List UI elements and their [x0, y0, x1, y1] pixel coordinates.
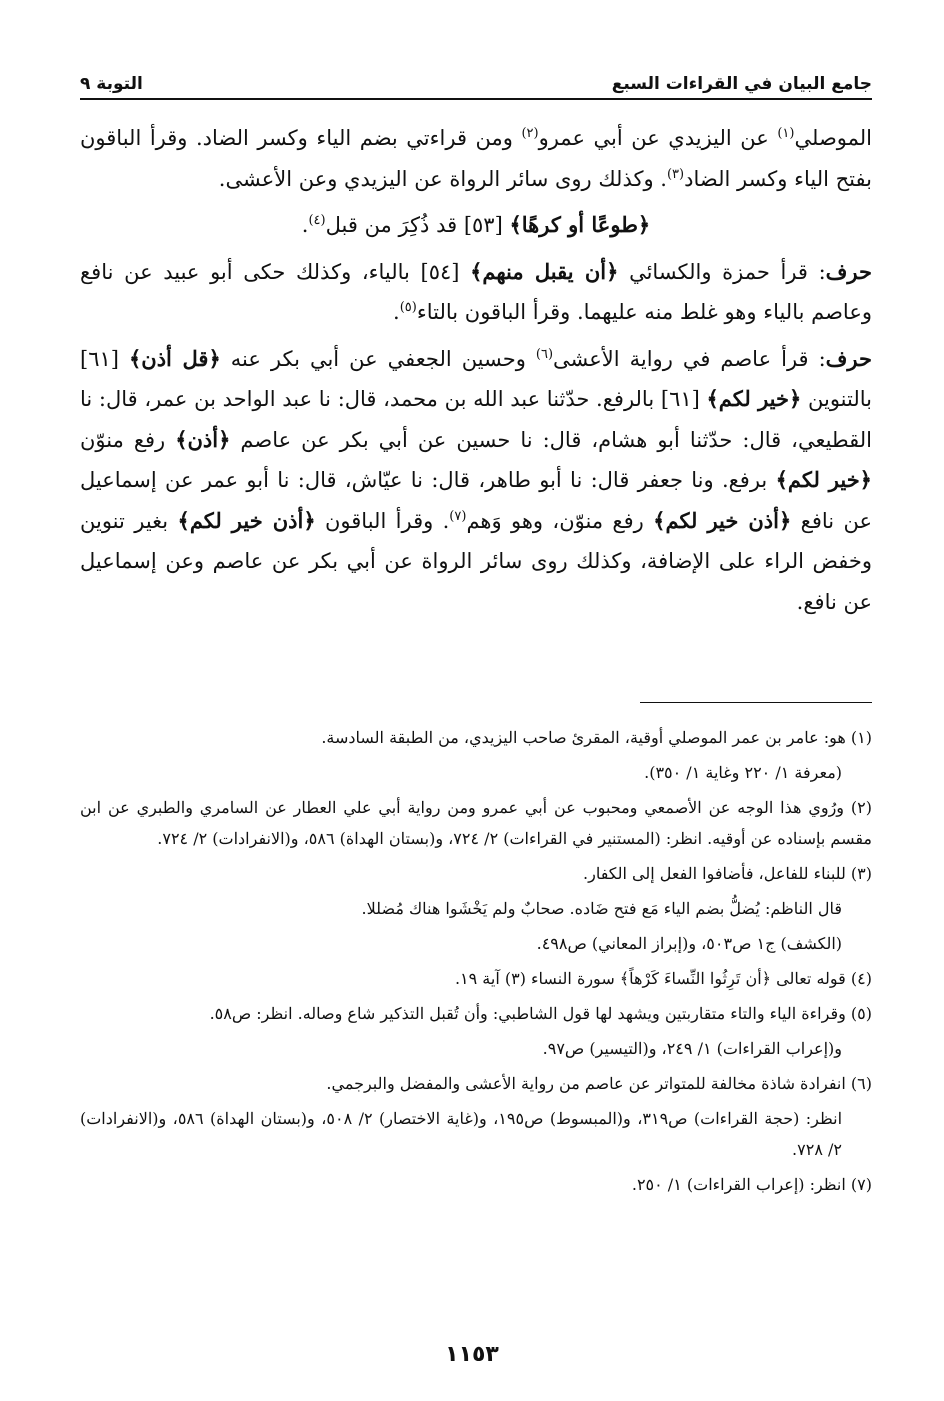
- text-run: ومن قراءتي بضم الياء وكسر الضاد. وقرأ الباقون بفتح الياء وكسر الضاد: [80, 126, 872, 191]
- footnote-text: للبناء للفاعل، فأضافوا الفعل إلى الكفار.: [583, 864, 846, 883]
- footnote: [80, 858, 872, 889]
- text-run: الموصلي: [794, 126, 872, 150]
- quran-phrase: حرف: [825, 258, 872, 284]
- text-run: .: [393, 300, 400, 324]
- footnote-continuation: انظر: (حجة القراءات) ص٣١٩، و(المبسوط) ص١٩٥، و(غاية الاختصار) ٢/ ٥٠٨، و(بستان الهداة) ٥٨٦، و(الانفرادات) ٢/ ٧٢٨.: [80, 1109, 843, 1159]
- text-run: وحسين الجعفي عن أبي بكر عنه: [220, 346, 536, 371]
- paragraph: [80, 252, 872, 333]
- paragraph: [80, 339, 872, 623]
- quran-phrase: ﴿خير لكم﴾: [706, 386, 802, 411]
- text-run: : قرأ عاصم في رواية الأعشى: [553, 346, 826, 371]
- footnote: [80, 1169, 872, 1200]
- quran-phrase: ﴿خير لكم﴾: [775, 467, 872, 492]
- footnote-text: وقراءة الياء والتاء متقاربتين ويشهد لها قول الشاطبي: وأن تُقبل التذكير شاع وصاله. انظر: ص٥٨.: [209, 1004, 846, 1023]
- footnote-continuation: (الكشف) ج١ ص٥٠٣، و(إبراز المعاني) ص٤٩٨.: [536, 934, 842, 953]
- quran-phrase: ﴿أذن﴾: [175, 426, 231, 452]
- book-title: جامع البيان في القراءات السبع: [611, 74, 872, 94]
- footnote-ref: (٢): [521, 126, 539, 141]
- text-run: . وقرأ الباقون: [315, 508, 450, 533]
- footnote: [80, 722, 872, 753]
- section-label: التوبة ٩: [80, 74, 143, 94]
- footnote-number: (٥): [845, 1004, 872, 1023]
- quran-phrase: ﴿قل أذن﴾: [128, 345, 221, 371]
- text-run: . وكذلك روى سائر الرواة عن اليزيدي وعن الأعشى.: [218, 166, 667, 191]
- footnote: [80, 1068, 872, 1099]
- paragraph: [80, 118, 872, 199]
- quran-phrase: ﴿أذن خير لكم﴾: [177, 507, 316, 533]
- text-run: : قرأ حمزة والكسائي: [618, 259, 826, 284]
- footnote-number: (٧): [845, 1175, 872, 1194]
- footnote-text: ورُوي هذا الوجه عن الأصمعي ومحبوب عن أبي عمرو ومن رواية أبي علي العطار عن السامري والطبري عن ابن مقسم بإسناده عن أوقيه. انظر: (المستنير في القراءات) ٢/ ٧٢٤، و(بستان الهداة) ٥٨٦، و(الانفرادات) ٢/ ٧٢٤.: [80, 798, 872, 848]
- footnote-continuation: (معرفة ١/ ٢٢٠ وغاية ١/ ٣٥٠).: [644, 763, 842, 782]
- footnote: [80, 998, 872, 1029]
- footnote-divider: [640, 702, 872, 703]
- text-run: برفع. ونا جعفر قال: نا أبو طاهر، قال: نا عيّاش، قال: نا أبو عمر عن إسماعيل عن نافع: [80, 468, 872, 533]
- paragraph: [80, 205, 872, 246]
- footnote-ref: (٧): [449, 508, 467, 524]
- running-header: [80, 66, 872, 100]
- footnote: [80, 963, 872, 994]
- footnote-text: انظر: (إعراب القراءات) ١/ ٢٥٠.: [631, 1175, 846, 1194]
- footnote-ref: (٤): [308, 213, 326, 228]
- text-run: [٦١] بالرفع. حدّثنا عبد الله بن محمد، قال: نا عبد الواحد بن عمر، قال: نا القطيعي، قال: حدّثنا أبو هشام، قال: نا حسين عن أبي بكر عن عاصم: [80, 387, 872, 452]
- footnote-text: قوله تعالى ﴿أن تَرِثُوا النِّساءَ كَرْهاً﴾ سورة النساء (٣) آية ١٩.: [454, 969, 846, 988]
- text-run: [٦١] بالتنوين: [80, 346, 872, 411]
- text-run: رفع منوّن، وهو وَهم: [466, 508, 654, 533]
- footnote-number: (٣): [845, 864, 872, 883]
- text-run: [٥٣] قد ذُكِرَ من قبل: [325, 213, 510, 237]
- footnote-ref: (٣): [666, 166, 685, 182]
- text-run: [٥٤] بالياء، وكذلك حكى أبو عبيد عن نافع وعاصم بالياء وهو غلط منه عليهما. وقرأ الباقون بالتاء: [80, 259, 872, 324]
- main-text: [80, 118, 872, 628]
- footnote-continuation: قال الناظم: يُضلُّ بضم الياء مَع فتح ضَاده. صحابٌ ولم يَخْشَوا هناك مُضللا.: [361, 899, 842, 918]
- footnote-number: (٦): [845, 1074, 872, 1093]
- quran-phrase: حرف: [825, 345, 872, 371]
- footnote-ref: (٥): [399, 300, 417, 315]
- footnotes: [80, 722, 872, 1204]
- text-run: بغير تنوين وخفض الراء على الإضافة، وكذلك روى سائر الرواة عن أبي بكر عن عاصم وعن إسماعيل عن نافع.: [80, 508, 872, 614]
- footnote-continuation: و(إعراب القراءات) ١/ ٢٤٩، و(التيسير) ص٩٧.: [542, 1039, 842, 1058]
- footnote-ref: (٦): [535, 346, 554, 362]
- quran-phrase: ﴿طوعًا أو كرهًا﴾: [509, 212, 651, 237]
- text-run: .: [301, 213, 309, 237]
- footnote-number: (٢): [844, 798, 872, 817]
- footnote-number: (٤): [845, 969, 872, 988]
- page-number: ١١٥٣: [445, 1342, 499, 1367]
- quran-phrase: ﴿أن يقبل منهم﴾: [470, 258, 619, 284]
- footnote-ref: (١): [777, 126, 795, 141]
- text-run: عن اليزيدي عن أبي عمرو: [538, 126, 778, 150]
- footnote-text: انفرادة شاذة مخالفة للمتواتر عن عاصم من رواية الأعشى والمفضل والبرجمي.: [326, 1074, 846, 1093]
- footnote-text: هو: عامر بن عمر الموصلي أوقية، المقرئ صاحب اليزيدي، من الطبقة السادسة.: [321, 728, 846, 747]
- footnote-number: (١): [845, 728, 872, 747]
- quran-phrase: ﴿أذن خير لكم﴾: [653, 507, 792, 533]
- footnote: [80, 792, 872, 854]
- text-run: رفع منوّن: [80, 427, 176, 452]
